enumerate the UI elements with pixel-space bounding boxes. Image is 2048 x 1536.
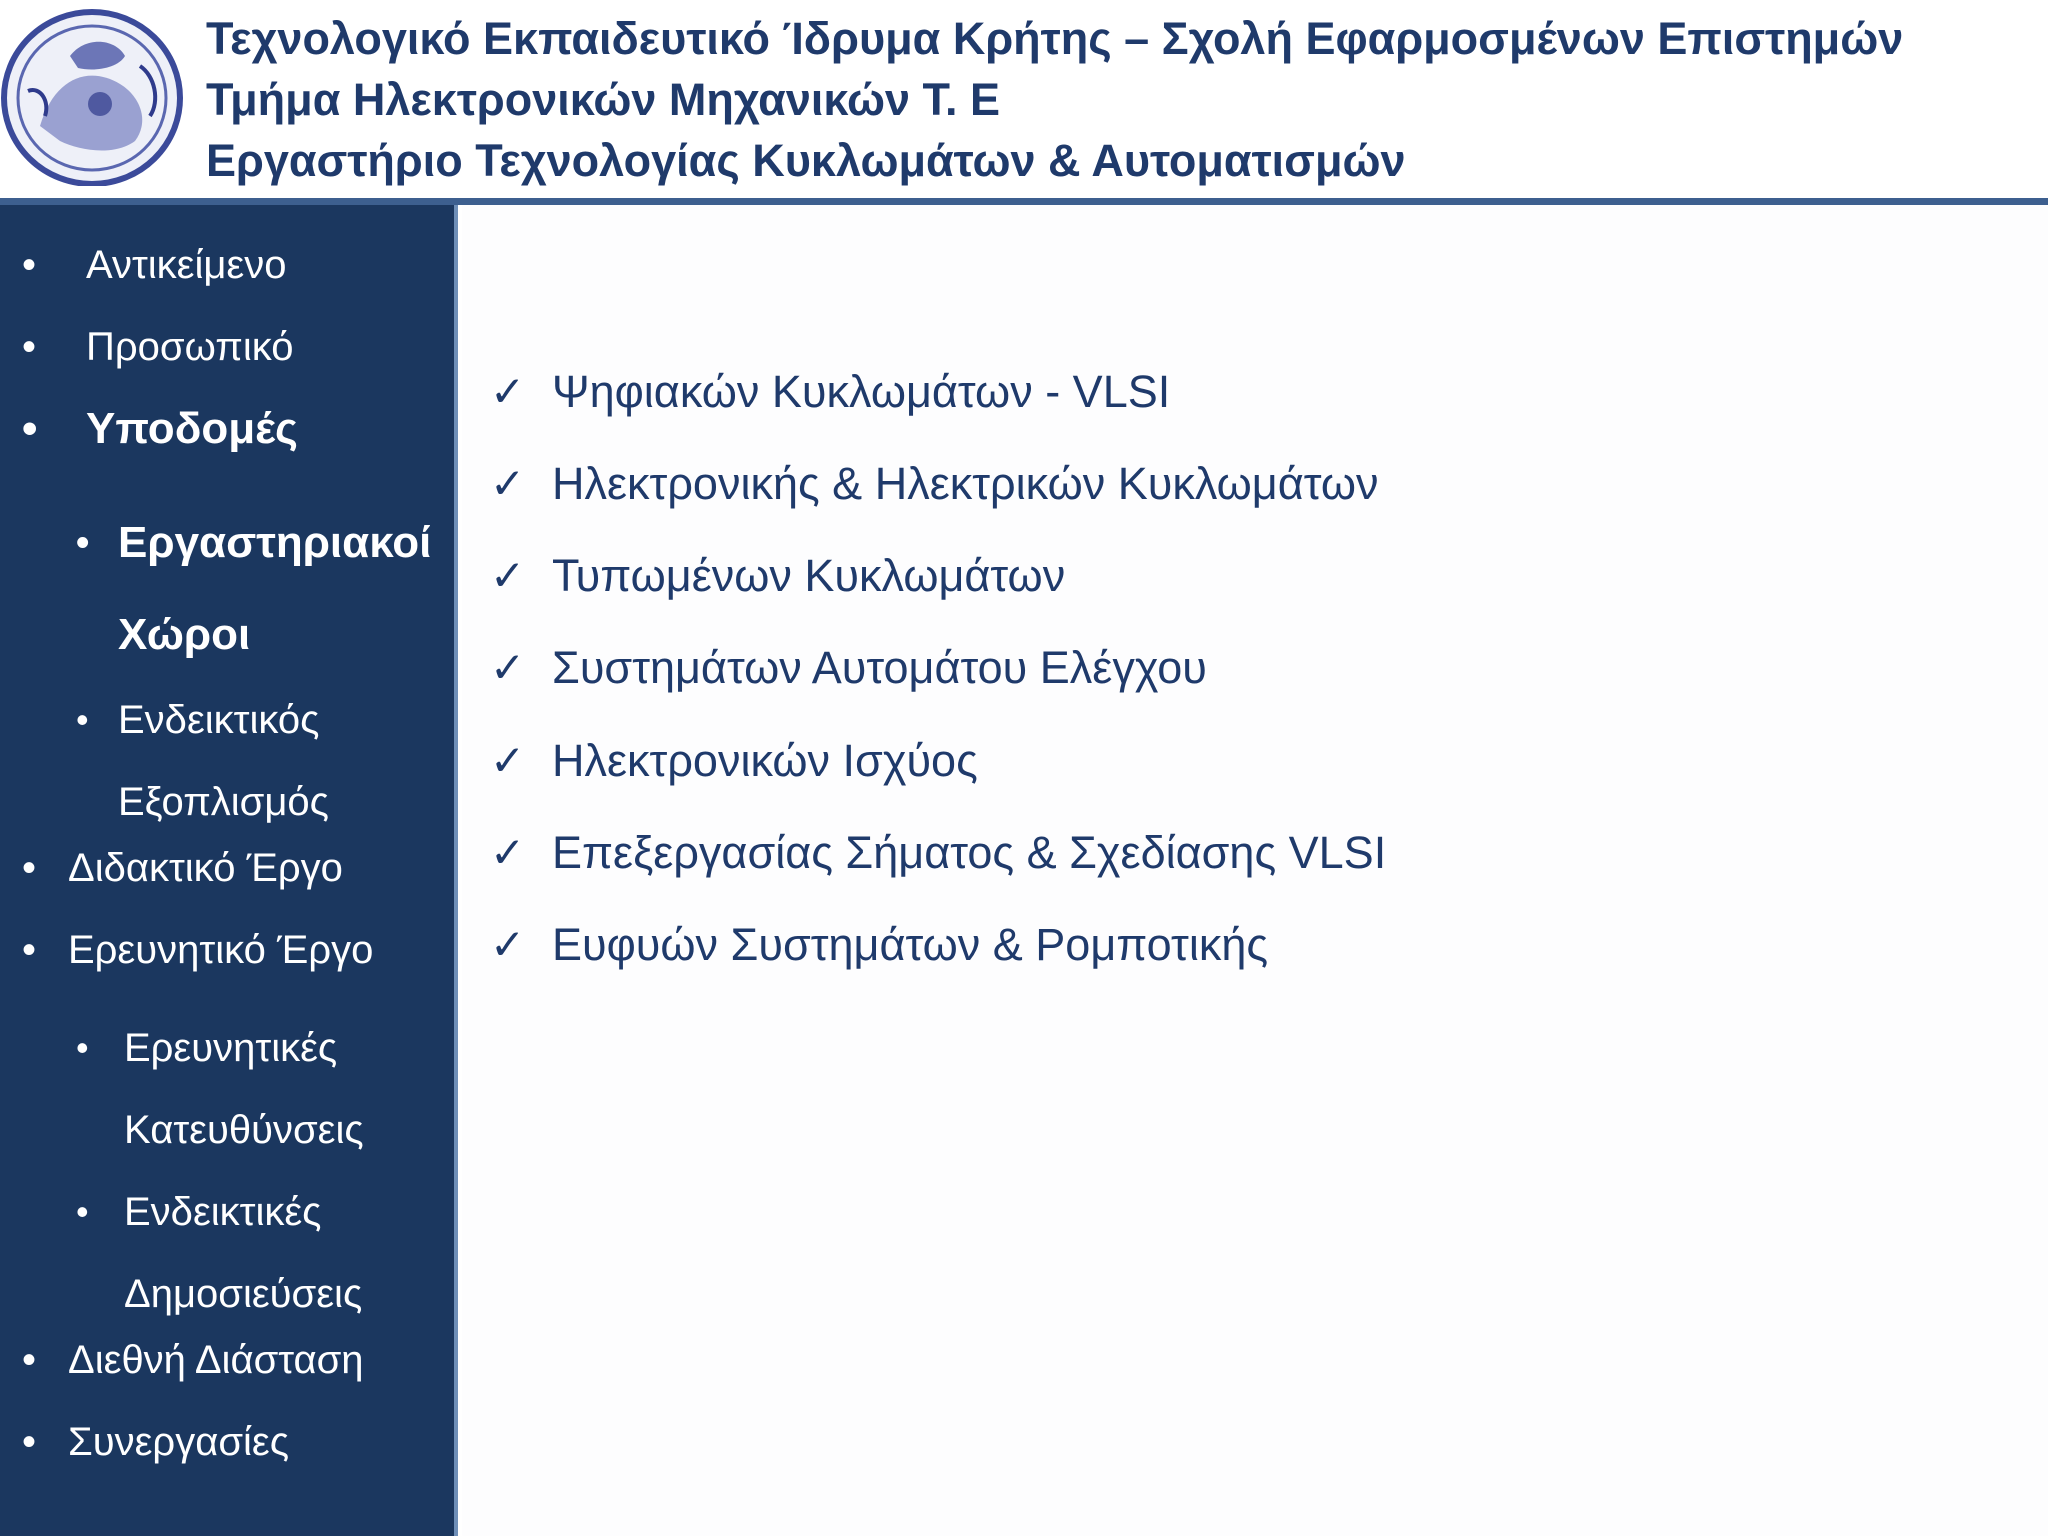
bullet-icon: • [22,846,37,890]
checkmark-icon: ✓ [490,552,526,599]
lab-name: Συστημάτων Αυτομάτου Ελέγχου [552,642,1207,693]
sidebar-item-label: Υποδομές [86,404,298,453]
bullet-icon: • [22,325,37,369]
header-department: Τμήμα Ηλεκτρονικών Μηχανικών Τ. Ε [206,74,1001,125]
header-laboratory: Εργαστήριο Τεχνολογίας Κυκλωμάτων & Αυτοματισμών [206,135,1406,186]
checkmark-icon: ✓ [490,644,526,691]
lab-name: Ηλεκτρονικών Ισχύος [552,735,978,786]
lab-name: Επεξεργασίας Σήματος & Σχεδίασης VLSI [552,827,1387,878]
bullet-icon: • [76,1191,89,1232]
bullet-icon: • [22,1420,37,1464]
sidebar-item-label: Ενδεικτικές [124,1190,322,1234]
sidebar-item-label: Διδακτικό Έργο [68,846,343,890]
checkmark-icon: ✓ [490,737,526,784]
sidebar-item-label: Εξοπλισμός [118,780,329,824]
sidebar-item-label: Διεθνή Διάσταση [68,1338,364,1382]
sidebar-item-label: Ενδεικτικός [118,698,320,742]
lab-name: Ψηφιακών Κυκλωμάτων - VLSI [552,366,1171,417]
sidebar-item-label: Αντικείμενο [86,243,287,287]
university-seal-icon [0,6,190,186]
sidebar-item-label: Προσωπικό [86,325,294,369]
checkmark-icon: ✓ [490,460,526,507]
bullet-icon: • [22,928,37,972]
bullet-icon: • [22,243,37,287]
checkmark-icon: ✓ [490,368,526,415]
sidebar-item-label: Δημοσιεύσεις [124,1272,363,1316]
slide-header [0,0,2048,198]
checkmark-icon: ✓ [490,921,526,968]
lab-name: Ευφυών Συστημάτων & Ρομποτικής [552,919,1269,970]
checkmark-icon: ✓ [490,829,526,876]
bullet-icon: • [22,404,38,453]
header-institution: Τεχνολογικό Εκπαιδευτικό Ίδρυμα Κρήτης – Σχολή Εφαρμοσμένων Επιστημών [206,13,1904,64]
sidebar-item-label: Συνεργασίες [68,1420,289,1464]
bullet-icon: • [76,522,90,564]
bullet-icon: • [76,699,89,740]
sidebar-item-label: Εργαστηριακοί [118,518,432,567]
sidebar-item-label: Κατευθύνσεις [124,1108,364,1152]
header-divider [0,198,2048,205]
lab-name: Τυπωμένων Κυκλωμάτων [552,550,1066,601]
bullet-icon: • [76,1027,89,1068]
sidebar-item-label: Χώροι [118,610,251,659]
sidebar-item-label: Ερευνητικό Έργο [68,928,374,972]
lab-name: Ηλεκτρονικής & Ηλεκτρικών Κυκλωμάτων [552,458,1379,509]
sidebar-item-label: Ερευνητικές [124,1026,338,1070]
sidebar-nav [0,205,458,1536]
bullet-icon: • [22,1338,37,1382]
